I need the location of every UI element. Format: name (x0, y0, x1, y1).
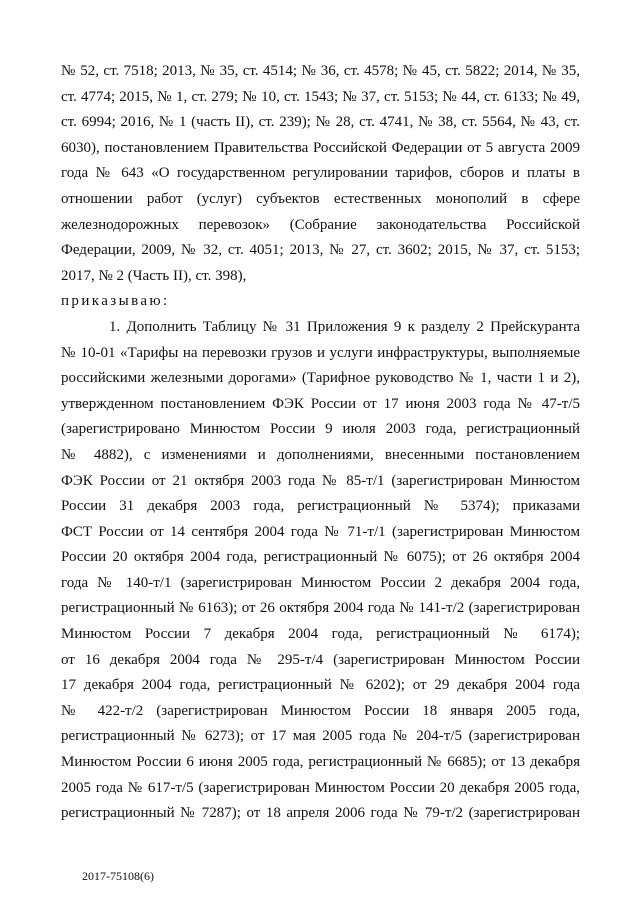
text-line: Федерации, 2009, № 32, ст. 4051; 2013, № 27, ст. 3602; 2015, № 37, ст. 5153; (61, 242, 580, 259)
paragraph-item-1 (61, 315, 580, 827)
order-word: приказываю: (61, 293, 170, 310)
paragraph-legal-basis (61, 59, 580, 289)
text-line: ст. 4774; 2015, № 1, ст. 279; № 10, ст. 1543; № 37, ст. 5153; № 44, ст. 6133; № 49, (61, 88, 580, 105)
text-line: регистрационный № 6163); от 26 октября 2004 года № 141-т/2 (зарегистрирован (61, 600, 580, 617)
text-line: утвержденном постановлением ФЭК России от 17 июня 2003 года № 47-т/5 (61, 395, 580, 412)
text-line: от 16 декабря 2004 года № 295-т/4 (зарегистрирован Минюстом России (61, 651, 580, 668)
text-line: (зарегистрировано Минюстом России 9 июля 2003 года, регистрационный (61, 421, 580, 438)
text-line: года № 140-т/1 (зарегистрирован Минюстом России 2 декабря 2004 года, (61, 574, 580, 591)
text-line: № 4882), с изменениями и дополнениями, внесенными постановлением (61, 446, 580, 463)
text-line: 2005 года № 617-т/5 (зарегистрирован Минюстом России 20 декабря 2005 года, (61, 779, 580, 796)
text-line: № 422-т/2 (зарегистрирован Минюстом России 18 января 2005 года, (61, 702, 580, 719)
text-line: России 20 октября 2004 года, регистрационный № 6075); от 26 октября 2004 (61, 549, 580, 566)
text-line: № 10-01 «Тарифы на перевозки грузов и услуги инфраструктуры, выполняемые (61, 344, 580, 361)
text-line: Минюстом России 7 декабря 2004 года, регистрационный № 6174); (61, 626, 580, 643)
document-footer-code: 2017-75108(6) (82, 869, 154, 883)
text-line: 17 декабря 2004 года, регистрационный № 6202); от 29 декабря 2004 года (61, 677, 580, 694)
text-line: регистрационный № 6273); от 17 мая 2005 года № 204-т/5 (зарегистрирован (61, 728, 580, 745)
text-line: № 52, ст. 7518; 2013, № 35, ст. 4514; № 36, ст. 4578; № 45, ст. 5822; 2014, № 35, (61, 63, 580, 79)
text-line: Минюстом России 6 июня 2005 года, регистрационный № 6685); от 13 декабря (61, 754, 580, 771)
text-line: России 31 декабря 2003 года, регистрационный № 5374); приказами (61, 498, 580, 515)
text-line: 1. Дополнить Таблицу № 31 Приложения 9 к разделу 2 Прейскуранта (109, 318, 580, 335)
text-line: ФСТ России от 14 сентября 2004 года № 71-т/1 (зарегистрирован Минюстом (61, 523, 580, 540)
text-line: года № 643 «О государственном регулировании тарифов, сборов и платы в (61, 165, 580, 182)
text-line: регистрационный № 7287); от 18 апреля 2006 года № 79-т/2 (зарегистрирован (61, 805, 580, 822)
text-line: 6030), постановлением Правительства Российской Федерации от 5 августа 2009 (61, 139, 580, 156)
text-line: железнодорожных перевозок» (Собрание законодательства Российской (61, 216, 580, 233)
text-line: ФЭК России от 21 октября 2003 года № 85-т/1 (зарегистрирован Минюстом (61, 472, 580, 489)
text-line: ст. 6994; 2016, № 1 (часть II), ст. 239); № 28, ст. 4741, № 38, ст. 5564, № 43, ст. (61, 114, 580, 131)
text-line: российскими железными дорогами» (Тарифное руководство № 1, части 1 и 2), (61, 370, 580, 387)
text-line: 2017, № 2 (Часть II), ст. 398), (61, 267, 247, 284)
document-body (61, 59, 580, 827)
text-line: отношении работ (услуг) субъектов естественных монополий в сфере (61, 190, 580, 207)
